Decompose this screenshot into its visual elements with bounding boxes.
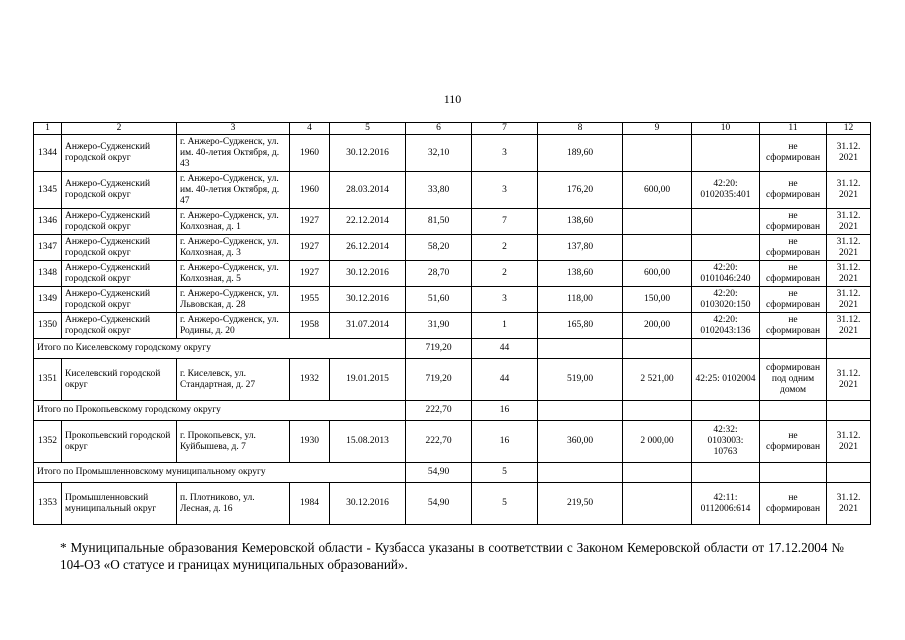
empty-cell [827,463,871,483]
table-row [34,313,871,339]
land-status-cell: сформирован под одним домом [760,359,827,401]
cadastral-value-cell: 519,00 [538,359,623,401]
year-built-cell: 1932 [290,359,330,401]
land-area-cell: 200,00 [623,313,692,339]
column-number-cell: 9 [623,123,692,135]
residents-count-cell: 3 [472,135,538,172]
subtotal-label: Итого по Прокопьевскому городскому округу [34,401,406,421]
page-number: 110 [443,92,462,106]
area-cell: 31,90 [406,313,472,339]
residents-count-cell: 44 [472,359,538,401]
cadastral-value-cell: 360,00 [538,421,623,463]
date-recognized-cell: 30.12.2016 [330,135,406,172]
land-area-cell: 600,00 [623,172,692,209]
address-cell: г. Анжеро-Судженск, ул. Колхозная, д. 3 [177,235,290,261]
empty-cell [692,463,760,483]
land-area-cell: 150,00 [623,287,692,313]
table-row [34,235,871,261]
deadline-cell: 31.12. 2021 [827,135,871,172]
residents-count-cell: 3 [472,172,538,209]
municipality-cell: Анжеро-Судженский городской округ [62,172,177,209]
municipality-cell: Промышленновский муниципальный округ [62,483,177,525]
area-cell: 28,70 [406,261,472,287]
table-row [34,209,871,235]
subtotal-area: 719,20 [406,339,472,359]
address-cell: г. Анжеро-Судженск, ул. им. 40-летия Октября, д. 47 [177,172,290,209]
date-recognized-cell: 28.03.2014 [330,172,406,209]
municipality-cell: Анжеро-Судженский городской округ [62,135,177,172]
deadline-cell: 31.12. 2021 [827,421,871,463]
column-number-cell: 8 [538,123,623,135]
address-cell: г. Киселевск, ул. Стандартная, д. 27 [177,359,290,401]
land-status-cell: не сформирован [760,209,827,235]
cadastral-number-cell: 42:20: 0102043:136 [692,313,760,339]
land-status-cell: не сформирован [760,172,827,209]
year-built-cell: 1927 [290,261,330,287]
area-cell: 81,50 [406,209,472,235]
cadastral-value-cell: 176,20 [538,172,623,209]
land-area-cell [623,135,692,172]
deadline-cell: 31.12. 2021 [827,483,871,525]
empty-cell [827,339,871,359]
year-built-cell: 1960 [290,172,330,209]
municipality-cell: Киселевский городской округ [62,359,177,401]
column-number-cell: 2 [62,123,177,135]
column-number-cell: 7 [472,123,538,135]
cadastral-value-cell: 138,60 [538,209,623,235]
address-cell: г. Анжеро-Судженск, ул. им. 40-летия Октября, д. 43 [177,135,290,172]
residents-count-cell: 7 [472,209,538,235]
column-number-cell: 11 [760,123,827,135]
empty-cell [623,339,692,359]
area-cell: 719,20 [406,359,472,401]
land-status-cell: не сформирован [760,483,827,525]
date-recognized-cell: 30.12.2016 [330,483,406,525]
empty-cell [692,401,760,421]
empty-cell [623,463,692,483]
column-number-cell: 12 [827,123,871,135]
date-recognized-cell: 30.12.2016 [330,287,406,313]
area-cell: 54,90 [406,483,472,525]
cadastral-value-cell: 118,00 [538,287,623,313]
subtotal-count: 44 [472,339,538,359]
row-number-cell: 1346 [34,209,62,235]
column-number-row [34,123,871,135]
deadline-cell: 31.12. 2021 [827,313,871,339]
empty-cell [692,339,760,359]
land-status-cell: не сформирован [760,261,827,287]
municipality-cell: Анжеро-Судженский городской округ [62,313,177,339]
housing-register-table [33,122,871,525]
row-number-cell: 1350 [34,313,62,339]
table-row [34,135,871,172]
row-number-cell: 1345 [34,172,62,209]
subtotal-label: Итого по Киселевскому городскому округу [34,339,406,359]
subtotal-row [34,401,871,421]
subtotal-label: Итого по Промышленновскому муниципальному округу [34,463,406,483]
date-recognized-cell: 22.12.2014 [330,209,406,235]
column-number-cell: 4 [290,123,330,135]
empty-cell [538,463,623,483]
deadline-cell: 31.12. 2021 [827,287,871,313]
date-recognized-cell: 30.12.2016 [330,261,406,287]
table-row [34,359,871,401]
cadastral-number-cell [692,209,760,235]
land-status-cell: не сформирован [760,313,827,339]
empty-cell [760,463,827,483]
cadastral-number-cell: 42:32: 0103003: 10763 [692,421,760,463]
cadastral-number-cell: 42:20: 0101046:240 [692,261,760,287]
column-number-cell: 1 [34,123,62,135]
cadastral-number-cell [692,135,760,172]
address-cell: г. Анжеро-Судженск, ул. Колхозная, д. 1 [177,209,290,235]
deadline-cell: 31.12. 2021 [827,235,871,261]
date-recognized-cell: 15.08.2013 [330,421,406,463]
land-area-cell [623,235,692,261]
year-built-cell: 1958 [290,313,330,339]
table-row [34,483,871,525]
municipality-cell: Анжеро-Судженский городской округ [62,235,177,261]
empty-cell [623,401,692,421]
cadastral-number-cell: 42:25: 0102004 [692,359,760,401]
residents-count-cell: 2 [472,235,538,261]
residents-count-cell: 5 [472,483,538,525]
land-area-cell: 2 000,00 [623,421,692,463]
cadastral-number-cell: 42:20: 0102035:401 [692,172,760,209]
municipality-cell: Анжеро-Судженский городской округ [62,209,177,235]
cadastral-value-cell: 219,50 [538,483,623,525]
year-built-cell: 1984 [290,483,330,525]
land-status-cell: не сформирован [760,287,827,313]
land-status-cell: не сформирован [760,235,827,261]
land-area-cell: 600,00 [623,261,692,287]
address-cell: г. Анжеро-Судженск, ул. Львовская, д. 28 [177,287,290,313]
subtotal-area: 54,90 [406,463,472,483]
row-number-cell: 1344 [34,135,62,172]
land-status-cell: не сформирован [760,421,827,463]
row-number-cell: 1353 [34,483,62,525]
subtotal-row [34,463,871,483]
cadastral-value-cell: 165,80 [538,313,623,339]
cadastral-value-cell: 138,60 [538,261,623,287]
area-cell: 51,60 [406,287,472,313]
column-number-cell: 3 [177,123,290,135]
year-built-cell: 1927 [290,235,330,261]
table-row [34,261,871,287]
date-recognized-cell: 31.07.2014 [330,313,406,339]
row-number-cell: 1347 [34,235,62,261]
residents-count-cell: 1 [472,313,538,339]
table-row [34,421,871,463]
subtotal-row [34,339,871,359]
address-cell: г. Анжеро-Судженск, ул. Колхозная, д. 5 [177,261,290,287]
deadline-cell: 31.12. 2021 [827,359,871,401]
row-number-cell: 1352 [34,421,62,463]
cadastral-value-cell: 137,80 [538,235,623,261]
area-cell: 32,10 [406,135,472,172]
address-cell: п. Плотниково, ул. Лесная, д. 16 [177,483,290,525]
residents-count-cell: 16 [472,421,538,463]
table-row [34,172,871,209]
cadastral-number-cell: 42:11: 0112006:614 [692,483,760,525]
area-cell: 33,80 [406,172,472,209]
column-number-cell: 6 [406,123,472,135]
table-body [34,123,871,525]
row-number-cell: 1351 [34,359,62,401]
row-number-cell: 1348 [34,261,62,287]
address-cell: г. Прокопьевск, ул. Куйбышева, д. 7 [177,421,290,463]
area-cell: 58,20 [406,235,472,261]
row-number-cell: 1349 [34,287,62,313]
deadline-cell: 31.12. 2021 [827,261,871,287]
year-built-cell: 1930 [290,421,330,463]
deadline-cell: 31.12. 2021 [827,172,871,209]
cadastral-number-cell [692,235,760,261]
area-cell: 222,70 [406,421,472,463]
year-built-cell: 1927 [290,209,330,235]
land-area-cell [623,209,692,235]
residents-count-cell: 2 [472,261,538,287]
residents-count-cell: 3 [472,287,538,313]
empty-cell [538,401,623,421]
footnote: * Муниципальные образования Кемеровской области - Кузбасса указаны в соответствии с Законом Кемеровской области от 17.12.2004 № 104-ОЗ «О статусе и границах муниципальных образований». [60,540,844,572]
date-recognized-cell: 26.12.2014 [330,235,406,261]
empty-cell [760,401,827,421]
year-built-cell: 1955 [290,287,330,313]
deadline-cell: 31.12. 2021 [827,209,871,235]
municipality-cell: Прокопьевский городской округ [62,421,177,463]
land-status-cell: не сформирован [760,135,827,172]
column-number-cell: 5 [330,123,406,135]
cadastral-value-cell: 189,60 [538,135,623,172]
subtotal-count: 5 [472,463,538,483]
empty-cell [760,339,827,359]
column-number-cell: 10 [692,123,760,135]
address-cell: г. Анжеро-Судженск, ул. Родины, д. 20 [177,313,290,339]
date-recognized-cell: 19.01.2015 [330,359,406,401]
land-area-cell [623,483,692,525]
municipality-cell: Анжеро-Судженский городской округ [62,287,177,313]
municipality-cell: Анжеро-Судженский городской округ [62,261,177,287]
land-area-cell: 2 521,00 [623,359,692,401]
empty-cell [538,339,623,359]
cadastral-number-cell: 42:20: 0103020:150 [692,287,760,313]
empty-cell [827,401,871,421]
subtotal-area: 222,70 [406,401,472,421]
table-row [34,287,871,313]
subtotal-count: 16 [472,401,538,421]
year-built-cell: 1960 [290,135,330,172]
